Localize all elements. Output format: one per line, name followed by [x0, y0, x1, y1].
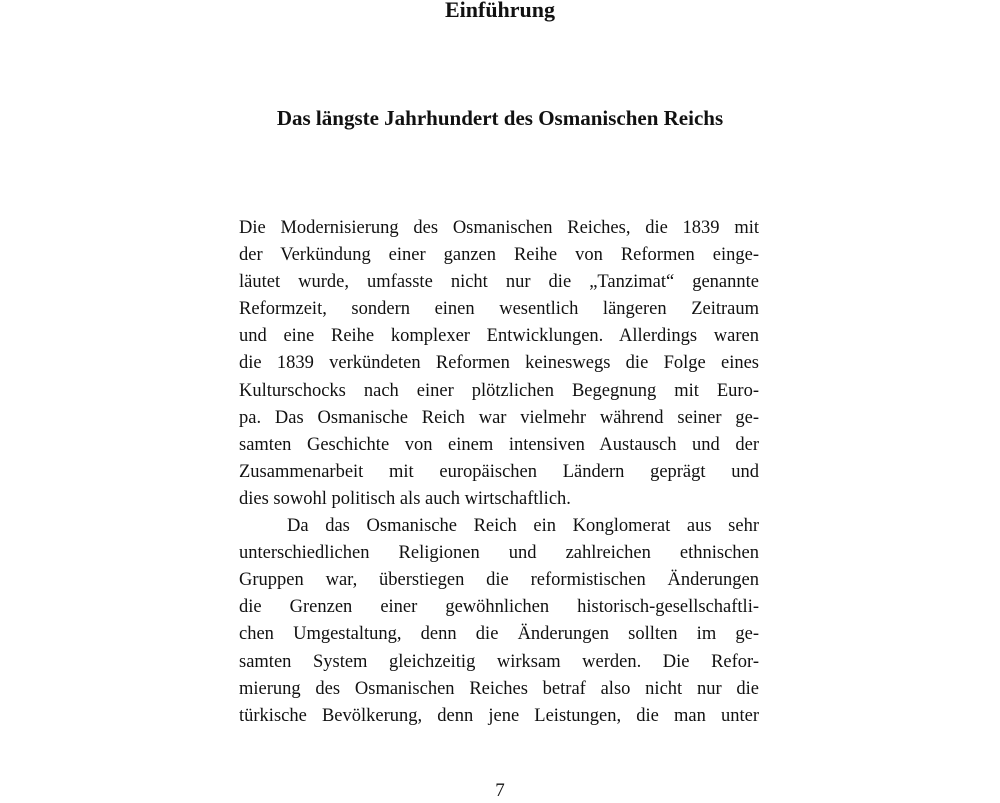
text-line: samten Geschichte von einem intensiven Austausch und der — [239, 434, 759, 455]
body-text — [239, 215, 759, 730]
text-line: die Grenzen einer gewöhnlichen historisch-gesellschaftli- — [239, 597, 759, 618]
text-line: läutet wurde, umfasste nicht nur die „Tanzimat“ genannte — [239, 272, 759, 293]
text-line: samten System gleichzeitig wirksam werden. Die Refor- — [239, 651, 759, 672]
text-line: Kulturschocks nach einer plötzlichen Begegnung mit Euro- — [239, 380, 759, 401]
paragraph-1 — [239, 215, 759, 513]
page-number: 7 — [495, 780, 505, 801]
text-line: pa. Das Osmanische Reich war vielmehr während seiner ge- — [239, 407, 759, 428]
text-line: Zusammenarbeit mit europäischen Ländern geprägt und — [239, 461, 759, 482]
text-line: Da das Osmanische Reich ein Konglomerat aus sehr — [287, 516, 759, 537]
text-line: chen Umgestaltung, denn die Änderungen sollten im ge- — [239, 624, 759, 645]
text-line: Gruppen war, überstiegen die reformistischen Änderungen — [239, 570, 759, 591]
text-line: türkische Bevölkerung, denn jene Leistungen, die man unter — [239, 705, 759, 726]
text-line: und eine Reihe komplexer Entwicklungen. Allerdings waren — [239, 326, 759, 347]
text-line: unterschiedlichen Religionen und zahlreichen ethnischen — [239, 543, 759, 564]
chapter-heading: Einführung — [444, 0, 556, 22]
text-line: Die Modernisierung des Osmanischen Reiches, die 1839 mit — [239, 218, 759, 238]
section-title: Das längste Jahrhundert des Osmanischen Reichs — [276, 106, 724, 130]
text-line: der Verkündung einer ganzen Reihe von Reformen einge- — [239, 245, 759, 266]
text-line: die 1839 verkündeten Reformen keineswegs die Folge eines — [239, 353, 759, 374]
paragraph-2 — [239, 513, 759, 730]
text-line: mierung des Osmanischen Reiches betraf also nicht nur die — [239, 678, 759, 699]
text-line: dies sowohl politisch als auch wirtschaftlich. — [239, 488, 571, 509]
text-line: Reformzeit, sondern einen wesentlich längeren Zeitraum — [239, 299, 759, 320]
